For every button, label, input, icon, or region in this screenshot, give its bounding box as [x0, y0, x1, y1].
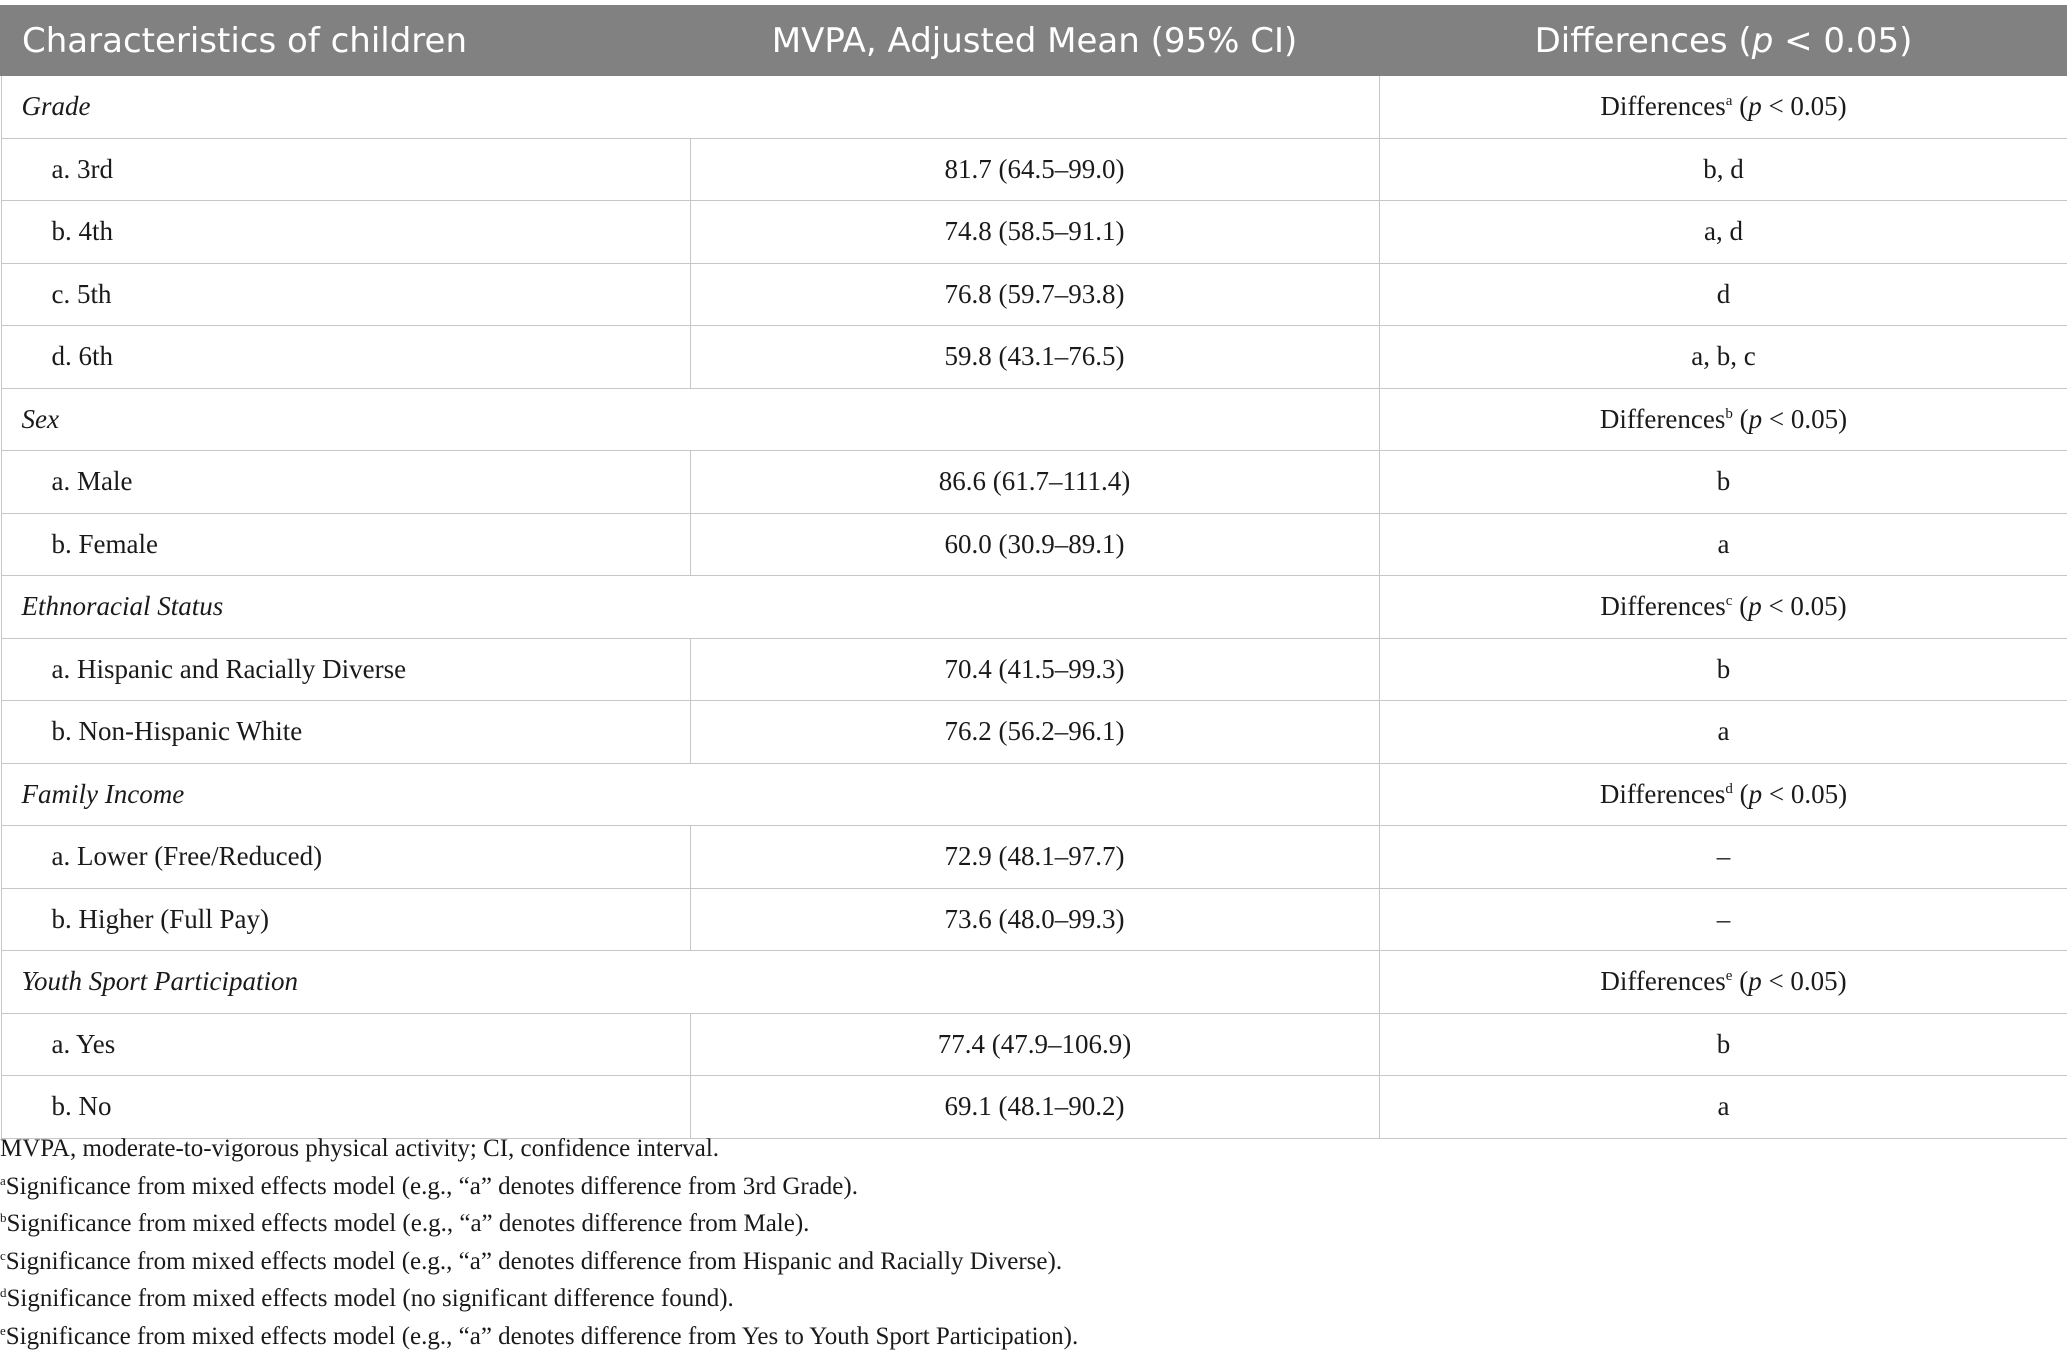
footnote-marker: a [0, 1172, 6, 1188]
difference-value: a, b, c [1379, 326, 2067, 389]
differences-word: Differences [1600, 966, 1726, 997]
difference-value: – [1379, 826, 2067, 889]
mvpa-table [0, 5, 2067, 1139]
differences-close: < 0.05) [1762, 778, 1848, 809]
group-row [1, 388, 2067, 451]
table-row [1, 201, 2067, 264]
differences-p: p [1748, 966, 1762, 997]
group-row [1, 763, 2067, 826]
footnote [0, 1168, 2067, 1206]
group-row [1, 576, 2067, 639]
differences-open: ( [1732, 966, 1749, 997]
differences-word: Differences [1599, 403, 1726, 434]
mvpa-value: 59.8 (43.1–76.5) [690, 326, 1379, 389]
footnote-marker: c [0, 1247, 6, 1263]
header-differences-prefix: Differences ( [1534, 20, 1752, 61]
differences-p: p [1748, 403, 1763, 434]
difference-value: b [1379, 638, 2067, 701]
differences-open: ( [1732, 591, 1749, 622]
row-label: b. No [1, 1076, 690, 1139]
mvpa-value: 76.8 (59.7–93.8) [690, 263, 1379, 326]
mvpa-value: 73.6 (48.0–99.3) [690, 888, 1379, 951]
group-label: Youth Sport Participation [1, 951, 1379, 1014]
differences-word: Differences [1600, 591, 1726, 622]
difference-value: d [1379, 263, 2067, 326]
row-label: c. 5th [1, 263, 690, 326]
table-row [1, 826, 2067, 889]
footnote-text: MVPA, moderate-to-vigorous physical activity; CI, confidence interval. [0, 1135, 720, 1162]
differences-close: < 0.05) [1761, 591, 1847, 622]
footnote-text: Significance from mixed effects model (e.g., “a” denotes difference from Male). [6, 1210, 810, 1238]
table-row [1, 888, 2067, 951]
differences-superscript: a [1725, 93, 1733, 110]
table-body [1, 75, 2067, 1138]
group-differences-header [1379, 763, 2067, 826]
group-row [1, 75, 2067, 138]
group-row [1, 951, 2067, 1014]
group-differences-header [1379, 576, 2067, 639]
differences-word: Differences [1600, 91, 1726, 122]
differences-open: ( [1732, 91, 1749, 122]
row-label: b. 4th [1, 201, 690, 264]
differences-superscript: c [1725, 593, 1733, 610]
difference-value: – [1379, 888, 2067, 951]
group-differences-header [1379, 75, 2067, 138]
differences-close: < 0.05) [1761, 91, 1847, 122]
differences-superscript: b [1725, 405, 1733, 422]
row-label: b. Higher (Full Pay) [1, 888, 690, 951]
group-differences-header [1379, 388, 2067, 451]
group-label: Family Income [1, 763, 1379, 826]
row-label: a. Hispanic and Racially Diverse [1, 638, 690, 701]
footnote [0, 1205, 2067, 1243]
row-label: b. Non-Hispanic White [1, 701, 690, 764]
header-differences-p: p [1751, 20, 1774, 61]
differences-superscript: e [1725, 968, 1733, 985]
mvpa-value: 81.7 (64.5–99.0) [690, 138, 1379, 201]
footnote-text: Significance from mixed effects model (e.g., “a” denotes difference from Hispanic and Racially Diverse). [5, 1247, 1063, 1275]
table-row [1, 263, 2067, 326]
mvpa-value: 70.4 (41.5–99.3) [690, 638, 1379, 701]
difference-value: a, d [1379, 201, 2067, 264]
row-label: a. Lower (Free/Reduced) [1, 826, 690, 889]
footnote [0, 1130, 2067, 1168]
header-differences [1379, 6, 2067, 75]
mvpa-value: 77.4 (47.9–106.9) [690, 1013, 1379, 1076]
difference-value: b [1379, 451, 2067, 514]
table-row [1, 1076, 2067, 1139]
footnote-text: Significance from mixed effects model (e.g., “a” denotes difference from Yes to Youth Sport Participation). [5, 1322, 1079, 1350]
difference-value: b, d [1379, 138, 2067, 201]
mvpa-value: 69.1 (48.1–90.2) [690, 1076, 1379, 1139]
table-row [1, 326, 2067, 389]
row-label: a. Male [1, 451, 690, 514]
differences-open: ( [1732, 403, 1749, 434]
mvpa-value: 72.9 (48.1–97.7) [690, 826, 1379, 889]
footnote-text: Significance from mixed effects model (no significant difference found). [6, 1285, 734, 1313]
footnote [0, 1318, 2067, 1356]
difference-value: a [1379, 701, 2067, 764]
header-mvpa: MVPA, Adjusted Mean (95% CI) [690, 6, 1379, 75]
row-label: a. Yes [1, 1013, 690, 1076]
table-row [1, 638, 2067, 701]
mvpa-value: 86.6 (61.7–111.4) [690, 451, 1379, 514]
header-characteristics: Characteristics of children [1, 6, 690, 75]
differences-superscript: d [1725, 780, 1733, 797]
footnotes [0, 1130, 2067, 1356]
difference-value: a [1379, 513, 2067, 576]
mvpa-value: 76.2 (56.2–96.1) [690, 701, 1379, 764]
row-label: d. 6th [1, 326, 690, 389]
table-row [1, 701, 2067, 764]
header-differences-suffix: < 0.05) [1773, 20, 1913, 61]
table-row [1, 138, 2067, 201]
differences-word: Differences [1599, 778, 1726, 809]
table-header-row [1, 6, 2067, 75]
differences-open: ( [1732, 778, 1749, 809]
footnote [0, 1243, 2067, 1281]
mvpa-value: 74.8 (58.5–91.1) [690, 201, 1379, 264]
differences-p: p [1748, 591, 1762, 622]
difference-value: b [1379, 1013, 2067, 1076]
footnote-marker: d [0, 1285, 7, 1301]
row-label: a. 3rd [1, 138, 690, 201]
table-row [1, 513, 2067, 576]
mvpa-value: 60.0 (30.9–89.1) [690, 513, 1379, 576]
table-row [1, 1013, 2067, 1076]
group-label: Sex [1, 388, 1379, 451]
differences-p: p [1748, 778, 1763, 809]
table-row [1, 451, 2067, 514]
group-label: Ethnoracial Status [1, 576, 1379, 639]
footnote-text: Significance from mixed effects model (e.g., “a” denotes difference from 3rd Grade). [5, 1172, 858, 1200]
row-label: b. Female [1, 513, 690, 576]
footnote-marker: e [0, 1322, 6, 1338]
differences-close: < 0.05) [1762, 403, 1848, 434]
differences-p: p [1748, 91, 1762, 122]
group-label: Grade [1, 75, 1379, 138]
group-differences-header [1379, 951, 2067, 1014]
differences-close: < 0.05) [1761, 966, 1847, 997]
difference-value: a [1379, 1076, 2067, 1139]
footnote-marker: b [0, 1210, 7, 1226]
footnote [0, 1280, 2067, 1318]
